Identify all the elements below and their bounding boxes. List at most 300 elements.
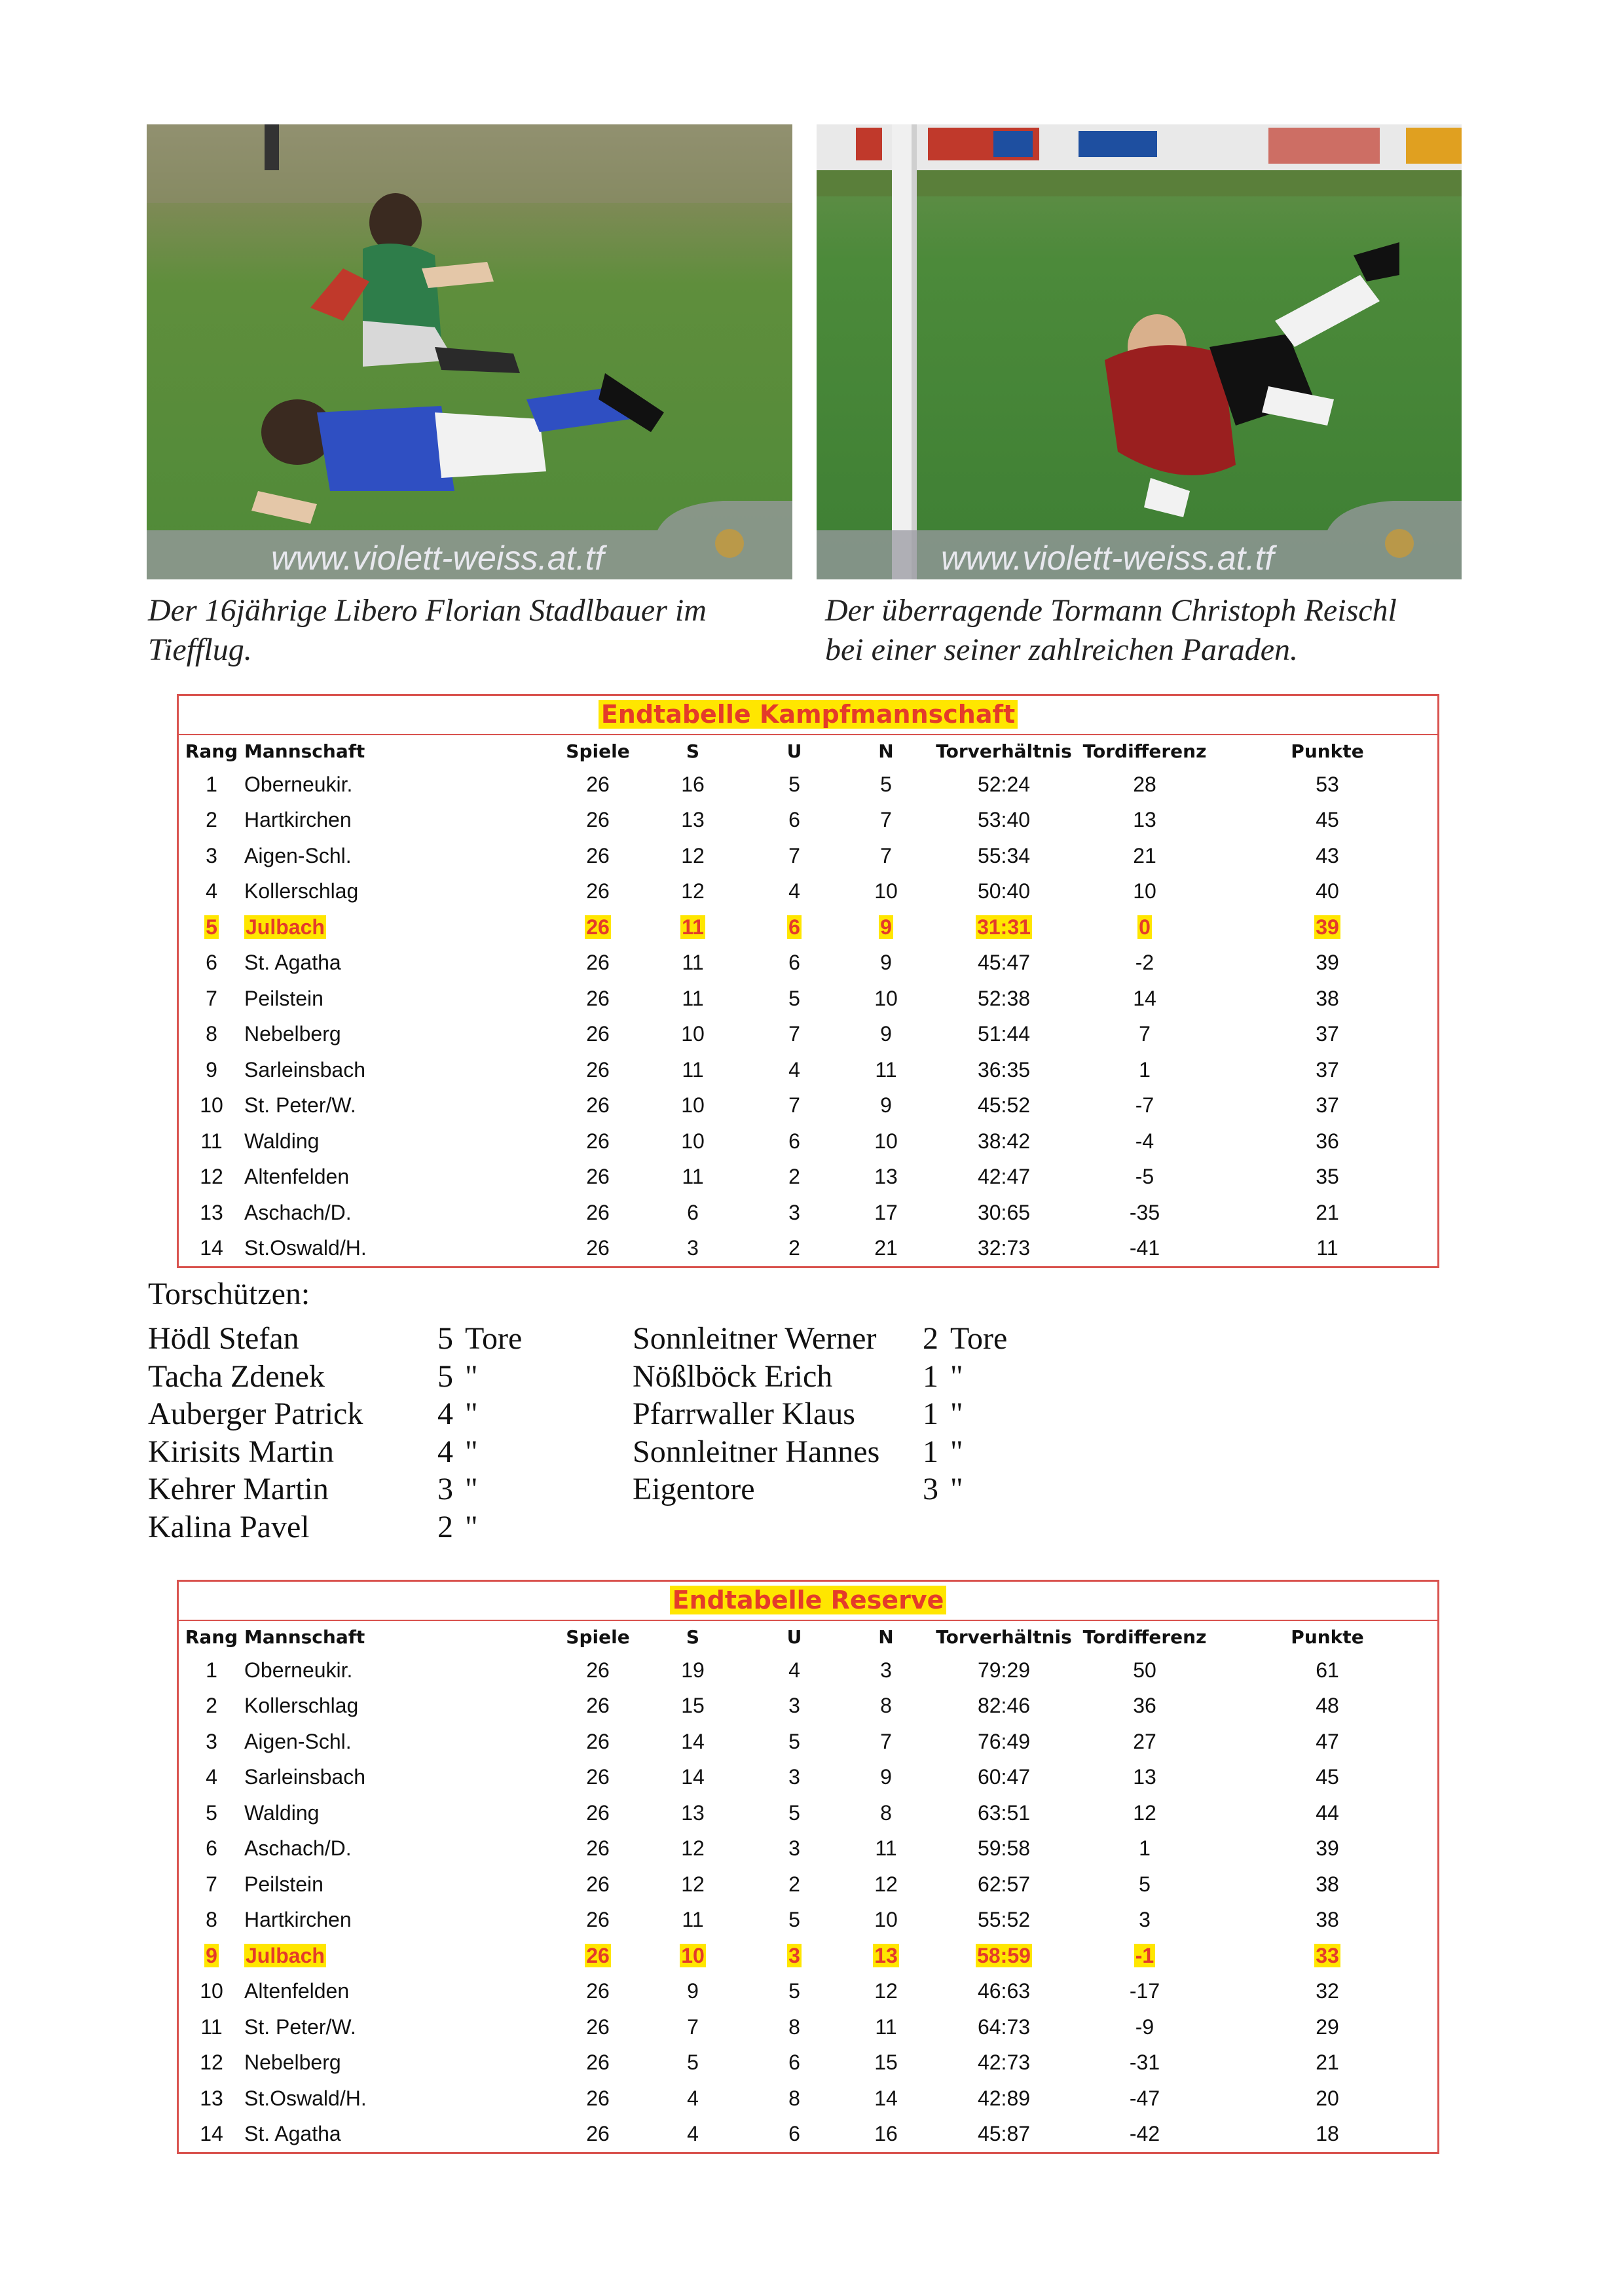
table-row (179, 1867, 1441, 1903)
losses-cell: 16 (874, 2122, 898, 2146)
goal-diff-cell: 50 (1133, 1658, 1156, 1682)
goals-cell: 60:47 (977, 1765, 1031, 1789)
points-cell: 33 (1316, 1943, 1339, 1967)
points-cell: 21 (1316, 1200, 1339, 1224)
goals-cell: 53:40 (977, 808, 1031, 832)
scorer-row (633, 1320, 1091, 1358)
scorer-unit: Tore (950, 1321, 1008, 1356)
team-cell: Julbach (246, 1943, 325, 1967)
goal-diff-cell: 13 (1133, 1765, 1156, 1789)
losses-cell: 7 (880, 843, 892, 867)
goals-cell: 42:89 (977, 2086, 1031, 2110)
points-cell: 38 (1316, 1908, 1339, 1932)
wins-cell: 19 (681, 1658, 705, 1682)
team-cell: Sarleinsbach (244, 1765, 365, 1789)
draws-cell: 6 (788, 951, 800, 975)
rank-cell: 9 (206, 1943, 217, 1967)
rank-cell: 14 (200, 1236, 223, 1260)
team-cell: Oberneukir. (244, 772, 353, 796)
games-cell: 26 (586, 808, 610, 832)
scorers-right-list (633, 1320, 1091, 1508)
team-cell: Aigen-Schl. (244, 1729, 352, 1753)
scorer-name: Tacha Zdenek (148, 1358, 325, 1394)
goal-diff-cell: -4 (1135, 1129, 1154, 1153)
wins-cell: 3 (687, 1236, 699, 1260)
draws-cell: 3 (788, 1836, 800, 1861)
scorer-name: Kalina Pavel (148, 1509, 310, 1544)
wins-cell: 12 (681, 1872, 705, 1896)
column-header: Rang (185, 1626, 238, 1648)
points-cell: 39 (1316, 951, 1339, 975)
table-row (179, 767, 1441, 803)
team-cell: Kollerschlag (244, 879, 359, 903)
draws-cell: 8 (788, 2014, 800, 2039)
table-row (179, 1017, 1441, 1053)
wins-cell: 7 (687, 2014, 699, 2039)
wins-cell: 12 (681, 843, 705, 867)
column-header: N (878, 740, 894, 762)
caption-line: bei einer seiner zahlreichen Paraden. (825, 632, 1299, 667)
photo-caption-goalkeeper (825, 591, 1467, 670)
goals-cell: 30:65 (977, 1200, 1031, 1224)
scorer-goals: 3 (923, 1472, 938, 1506)
draws-cell: 7 (788, 1022, 800, 1046)
table-row (179, 909, 1441, 945)
games-cell: 26 (586, 1200, 610, 1224)
goal-diff-cell: -7 (1135, 1093, 1154, 1118)
wins-cell: 9 (687, 1979, 699, 2003)
losses-cell: 8 (880, 1800, 892, 1825)
scorer-unit: " (950, 1472, 963, 1506)
games-cell: 26 (586, 951, 610, 975)
draws-cell: 5 (788, 1729, 800, 1753)
losses-cell: 9 (880, 1765, 892, 1789)
team-cell: Altenfelden (244, 1979, 350, 2003)
goals-cell: 51:44 (977, 1022, 1031, 1046)
points-cell: 38 (1316, 986, 1339, 1010)
goals-cell: 42:47 (977, 1165, 1031, 1189)
scorer-row (148, 1433, 606, 1471)
goal-diff-cell: -41 (1129, 1236, 1160, 1260)
goal-diff-cell: 14 (1133, 986, 1156, 1010)
scorer-unit: " (465, 1434, 478, 1469)
scorer-name: Kirisits Martin (148, 1434, 334, 1469)
column-header: U (786, 740, 802, 762)
scorer-name: Auberger Patrick (148, 1396, 363, 1431)
goal-diff-cell: 21 (1133, 843, 1156, 867)
column-header: Spiele (566, 1626, 630, 1648)
scorer-row (148, 1470, 606, 1508)
draws-cell: 6 (788, 915, 800, 939)
scorer-unit: " (950, 1434, 963, 1469)
team-cell: Altenfelden (244, 1165, 350, 1189)
scorer-row (633, 1470, 1091, 1508)
table-row (179, 1159, 1441, 1195)
games-cell: 26 (586, 879, 610, 903)
rank-cell: 10 (200, 1093, 223, 1118)
games-cell: 26 (586, 1165, 610, 1189)
team-cell: St. Agatha (244, 2122, 341, 2146)
draws-cell: 4 (788, 1658, 800, 1682)
scorer-goals: 4 (437, 1396, 453, 1431)
losses-cell: 11 (875, 1836, 897, 1861)
goals-cell: 45:87 (977, 2122, 1031, 2146)
points-cell: 53 (1316, 772, 1339, 796)
column-header: Mannschaft (244, 1626, 365, 1648)
losses-cell: 14 (874, 2086, 898, 2110)
losses-cell: 9 (880, 1022, 892, 1046)
scorer-goals: 4 (437, 1434, 453, 1469)
table-row (179, 1088, 1441, 1124)
column-header: Rang (185, 740, 238, 762)
losses-cell: 21 (874, 1236, 898, 1260)
goals-cell: 79:29 (977, 1658, 1031, 1682)
goal-diff-cell: -1 (1135, 1943, 1154, 1967)
draws-cell: 6 (788, 2050, 800, 2075)
table-row (179, 1938, 1441, 1974)
wins-cell: 6 (687, 1200, 699, 1224)
points-cell: 21 (1316, 2050, 1339, 2075)
draws-cell: 5 (788, 1908, 800, 1932)
draws-cell: 7 (788, 1093, 800, 1118)
points-cell: 45 (1316, 1765, 1339, 1789)
table-kampfmannschaft (177, 694, 1439, 1268)
team-cell: Aschach/D. (244, 1200, 352, 1224)
goal-diff-cell: 13 (1133, 808, 1156, 832)
losses-cell: 10 (874, 879, 898, 903)
rank-cell: 6 (206, 1836, 217, 1861)
games-cell: 26 (586, 1093, 610, 1118)
table-row (179, 1688, 1441, 1724)
points-cell: 39 (1316, 1836, 1339, 1861)
losses-cell: 13 (874, 1165, 898, 1189)
scorer-unit: Tore (465, 1321, 523, 1356)
points-cell: 37 (1316, 1022, 1339, 1046)
scorer-name: Hödl Stefan (148, 1321, 299, 1356)
table-title-row (179, 1582, 1437, 1621)
draws-cell: 5 (788, 1800, 800, 1825)
games-cell: 26 (586, 1129, 610, 1153)
wins-cell: 14 (681, 1729, 705, 1753)
points-cell: 48 (1316, 1694, 1339, 1718)
games-cell: 26 (586, 1236, 610, 1260)
draws-cell: 6 (788, 1129, 800, 1153)
draws-cell: 5 (788, 986, 800, 1010)
scorer-unit: " (950, 1396, 963, 1431)
rank-cell: 11 (200, 2014, 223, 2039)
wins-cell: 10 (681, 1093, 705, 1118)
wins-cell: 11 (682, 1165, 704, 1189)
goals-cell: 55:34 (977, 843, 1031, 867)
table-row (179, 945, 1441, 981)
photo-libero (147, 124, 792, 579)
points-cell: 35 (1316, 1165, 1339, 1189)
caption-line: Tiefflug. (148, 632, 252, 667)
goal-diff-cell: -31 (1129, 2050, 1160, 2075)
games-cell: 26 (586, 1022, 610, 1046)
rank-cell: 1 (206, 772, 217, 796)
losses-cell: 8 (880, 1694, 892, 1718)
scorer-row (148, 1508, 606, 1546)
goal-diff-cell: -9 (1135, 2014, 1154, 2039)
goal-diff-cell: 3 (1139, 1908, 1151, 1932)
points-cell: 32 (1316, 1979, 1339, 2003)
losses-cell: 5 (880, 772, 892, 796)
column-header: N (878, 1626, 894, 1648)
team-cell: Walding (244, 1129, 320, 1153)
table-header-row (179, 1621, 1441, 1652)
column-header: Tordifferenz (1082, 740, 1207, 762)
goals-cell: 50:40 (977, 879, 1031, 903)
points-cell: 37 (1316, 1057, 1339, 1082)
rank-cell: 4 (206, 879, 217, 903)
column-header: S (686, 740, 700, 762)
table-row (179, 1831, 1441, 1867)
draws-cell: 3 (788, 1943, 800, 1967)
table-row (179, 2009, 1441, 2045)
scorer-unit: " (465, 1396, 478, 1431)
rank-cell: 1 (206, 1658, 217, 1682)
goal-diff-cell: -47 (1129, 2086, 1160, 2110)
points-cell: 37 (1316, 1093, 1339, 1118)
points-cell: 47 (1316, 1729, 1339, 1753)
team-cell: Julbach (246, 915, 325, 939)
games-cell: 26 (586, 1943, 610, 1967)
points-cell: 18 (1316, 2122, 1339, 2146)
rank-cell: 8 (206, 1022, 217, 1046)
points-cell: 44 (1316, 1800, 1339, 1825)
rank-cell: 8 (206, 1908, 217, 1932)
goal-diff-cell: 12 (1133, 1800, 1156, 1825)
column-header: S (686, 1626, 700, 1648)
rank-cell: 12 (200, 2050, 223, 2075)
games-cell: 26 (586, 1765, 610, 1789)
losses-cell: 9 (880, 915, 892, 939)
losses-cell: 12 (874, 1872, 898, 1896)
scorer-goals: 5 (437, 1358, 453, 1394)
team-cell: Nebelberg (244, 2050, 341, 2075)
table-reserve (177, 1580, 1439, 2154)
column-header: Torverhältnis (936, 1626, 1072, 1648)
table-row (179, 1195, 1441, 1231)
column-header: Punkte (1291, 1626, 1364, 1648)
goals-cell: 63:51 (977, 1800, 1031, 1825)
games-cell: 26 (586, 1872, 610, 1896)
goals-cell: 62:57 (977, 1872, 1031, 1896)
draws-cell: 4 (788, 1057, 800, 1082)
games-cell: 26 (586, 1908, 610, 1932)
rank-cell: 2 (206, 1694, 217, 1718)
games-cell: 26 (586, 1658, 610, 1682)
team-cell: Hartkirchen (244, 808, 352, 832)
goal-diff-cell: 1 (1139, 1836, 1151, 1861)
table-row (179, 803, 1441, 839)
goal-diff-cell: 27 (1133, 1729, 1156, 1753)
draws-cell: 6 (788, 808, 800, 832)
rank-cell: 3 (206, 1729, 217, 1753)
scorer-unit: " (465, 1472, 478, 1506)
goal-diff-cell: -2 (1135, 951, 1154, 975)
table-header-row (179, 735, 1441, 767)
rank-cell: 14 (200, 2122, 223, 2146)
draws-cell: 2 (788, 1872, 800, 1896)
wins-cell: 12 (681, 879, 705, 903)
losses-cell: 17 (874, 1200, 898, 1224)
team-cell: Walding (244, 1800, 320, 1825)
scorers-left-list (148, 1320, 606, 1546)
goal-diff-cell: 1 (1139, 1057, 1151, 1082)
standings-table (179, 1621, 1441, 2152)
wins-cell: 11 (682, 1057, 704, 1082)
draws-cell: 5 (788, 772, 800, 796)
rank-cell: 5 (206, 1800, 217, 1825)
rank-cell: 9 (206, 1057, 217, 1082)
scorer-unit: " (950, 1358, 963, 1394)
games-cell: 26 (586, 1979, 610, 2003)
scorer-name: Sonnleitner Werner (633, 1321, 877, 1356)
games-cell: 26 (586, 1729, 610, 1753)
table-row (179, 1974, 1441, 2010)
team-cell: St. Agatha (244, 951, 341, 975)
points-cell: 20 (1316, 2086, 1339, 2110)
wins-cell: 10 (681, 1022, 705, 1046)
scorer-name: Sonnleitner Hannes (633, 1434, 880, 1469)
wins-cell: 16 (681, 772, 705, 796)
games-cell: 26 (586, 1800, 610, 1825)
games-cell: 26 (586, 2086, 610, 2110)
goals-cell: 32:73 (977, 1236, 1031, 1260)
team-cell: St. Peter/W. (244, 2014, 356, 2039)
team-cell: St.Oswald/H. (244, 2086, 367, 2110)
goals-cell: 31:31 (977, 915, 1031, 939)
scorer-goals: 2 (437, 1509, 453, 1544)
losses-cell: 9 (880, 1093, 892, 1118)
photo-watermark: www.violett-weiss.at.tf (941, 539, 1274, 577)
games-cell: 26 (586, 2122, 610, 2146)
wins-cell: 11 (682, 986, 704, 1010)
draws-cell: 3 (788, 1694, 800, 1718)
draws-cell: 2 (788, 1236, 800, 1260)
goal-diff-cell: 5 (1139, 1872, 1151, 1896)
scorers-section (148, 1275, 1065, 1544)
points-cell: 45 (1316, 808, 1339, 832)
table-row (179, 2045, 1441, 2081)
scorer-name: Eigentore (633, 1472, 755, 1506)
team-cell: Peilstein (244, 986, 323, 1010)
table-title-row (179, 696, 1437, 735)
losses-cell: 13 (874, 1943, 898, 1967)
games-cell: 26 (586, 2014, 610, 2039)
table-row (179, 1724, 1441, 1760)
scorer-row (148, 1320, 606, 1358)
goals-cell: 46:63 (977, 1979, 1031, 2003)
goals-cell: 52:24 (977, 772, 1031, 796)
losses-cell: 10 (874, 1908, 898, 1932)
wins-cell: 12 (681, 1836, 705, 1861)
draws-cell: 5 (788, 1979, 800, 2003)
team-cell: Kollerschlag (244, 1694, 359, 1718)
team-cell: Oberneukir. (244, 1658, 353, 1682)
scorer-unit: " (465, 1509, 478, 1544)
wins-cell: 13 (681, 1800, 705, 1825)
scorer-goals: 3 (437, 1472, 453, 1506)
table-title: Endtabelle Kampfmannschaft (599, 700, 1018, 729)
photo-watermark: www.violett-weiss.at.tf (271, 539, 604, 577)
losses-cell: 7 (880, 1729, 892, 1753)
losses-cell: 11 (875, 1057, 897, 1082)
team-cell: Nebelberg (244, 1022, 341, 1046)
wins-cell: 5 (687, 2050, 699, 2075)
losses-cell: 11 (875, 2014, 897, 2039)
losses-cell: 15 (874, 2050, 898, 2075)
table-row (179, 1123, 1441, 1159)
column-header: Punkte (1291, 740, 1364, 762)
column-header: Spiele (566, 740, 630, 762)
wins-cell: 11 (682, 951, 704, 975)
scorer-goals: 1 (923, 1396, 938, 1431)
points-cell: 11 (1316, 1236, 1338, 1260)
draws-cell: 7 (788, 843, 800, 867)
games-cell: 26 (586, 843, 610, 867)
wins-cell: 4 (687, 2122, 699, 2146)
scorer-goals: 2 (923, 1321, 938, 1356)
goal-diff-cell: 36 (1133, 1694, 1156, 1718)
rank-cell: 3 (206, 843, 217, 867)
losses-cell: 10 (874, 1129, 898, 1153)
column-header: Tordifferenz (1082, 1626, 1207, 1648)
table-row (179, 1795, 1441, 1831)
caption-line: Der überragende Tormann Christoph Reischl (825, 593, 1397, 628)
goals-cell: 82:46 (977, 1694, 1031, 1718)
games-cell: 26 (586, 1057, 610, 1082)
team-cell: St. Peter/W. (244, 1093, 356, 1118)
scorer-row (148, 1395, 606, 1433)
losses-cell: 9 (880, 951, 892, 975)
goal-diff-cell: -5 (1135, 1165, 1154, 1189)
goal-diff-cell: 7 (1139, 1022, 1151, 1046)
scorer-row (633, 1358, 1091, 1396)
draws-cell: 2 (788, 1165, 800, 1189)
draws-cell: 3 (788, 1200, 800, 1224)
losses-cell: 10 (874, 986, 898, 1010)
goals-cell: 45:52 (977, 1093, 1031, 1118)
wins-cell: 11 (682, 915, 704, 939)
team-cell: Hartkirchen (244, 1908, 352, 1932)
goal-diff-cell: 28 (1133, 772, 1156, 796)
draws-cell: 8 (788, 2086, 800, 2110)
points-cell: 36 (1316, 1129, 1339, 1153)
wins-cell: 13 (681, 808, 705, 832)
column-header: Mannschaft (244, 740, 365, 762)
wins-cell: 11 (682, 1908, 704, 1932)
scorer-row (633, 1395, 1091, 1433)
column-header: U (786, 1626, 802, 1648)
table-row (179, 838, 1441, 874)
table-row (179, 1652, 1441, 1688)
points-cell: 38 (1316, 1872, 1339, 1896)
scorer-name: Nößlböck Erich (633, 1358, 833, 1394)
standings-table (179, 735, 1441, 1266)
rank-cell: 7 (206, 1872, 217, 1896)
goal-diff-cell: -35 (1129, 1200, 1160, 1224)
photo-caption-libero (148, 591, 790, 670)
table-row (179, 1760, 1441, 1796)
points-cell: 61 (1316, 1658, 1339, 1682)
rank-cell: 7 (206, 986, 217, 1010)
rank-cell: 5 (206, 915, 217, 939)
games-cell: 26 (586, 1836, 610, 1861)
scorer-row (148, 1358, 606, 1396)
